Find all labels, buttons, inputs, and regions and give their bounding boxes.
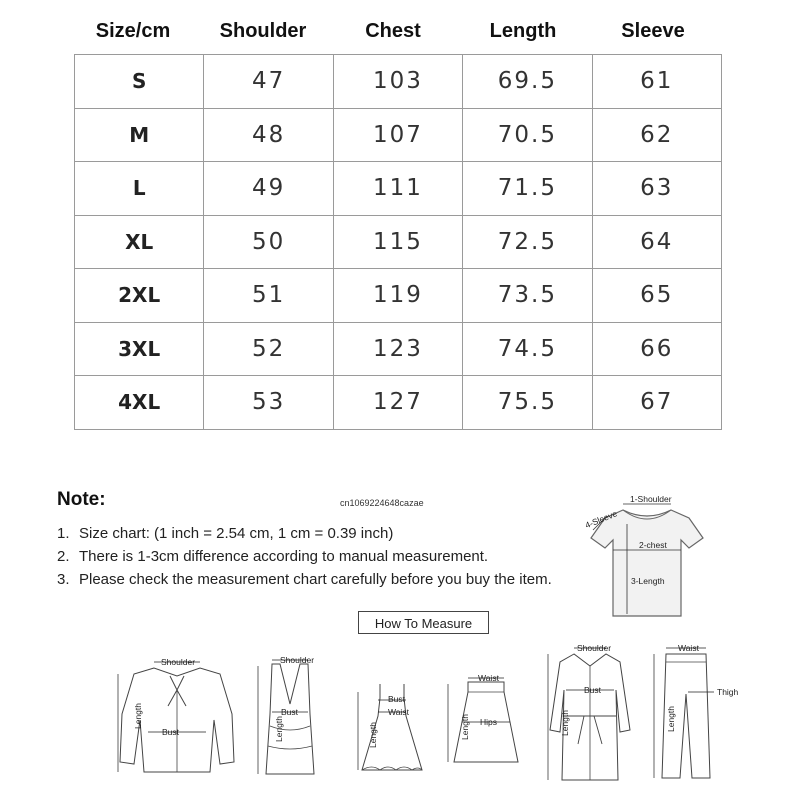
trousers-length-label: Length — [666, 706, 676, 732]
size-row — [75, 376, 722, 430]
size-cell: XL — [75, 215, 204, 269]
size-table — [74, 54, 722, 430]
measure-cell: 123 — [333, 322, 462, 376]
size-row — [75, 55, 722, 109]
size-cell: L — [75, 162, 204, 216]
tee-sleeve-label: 4-Sleeve — [583, 508, 619, 531]
size-table-header — [74, 14, 722, 48]
blouse-bust-label: Bust — [162, 727, 180, 737]
size-cell: 3XL — [75, 322, 204, 376]
measure-cell: 49 — [204, 162, 333, 216]
trousers-thigh-label: Thigh — [717, 687, 739, 697]
dress-length-label: Length — [368, 722, 378, 748]
note-item — [57, 568, 552, 591]
measure-cell: 119 — [333, 269, 462, 323]
blouse-length-label: Length — [133, 703, 143, 729]
camisole-shoulder-label: Shoulder — [280, 655, 315, 665]
note-title: Note: — [57, 489, 106, 510]
tee-shoulder-label: 1-Shoulder — [630, 494, 672, 504]
measure-cell: 111 — [333, 162, 462, 216]
header-shoulder: Shoulder — [219, 20, 307, 42]
coat-bust-label: Bust — [584, 685, 602, 695]
measure-cell: 50 — [204, 215, 333, 269]
skirt-diagram — [440, 672, 530, 774]
measure-cell: 64 — [592, 215, 721, 269]
measure-cell: 72.5 — [463, 215, 592, 269]
measure-cell: 74.5 — [463, 322, 592, 376]
size-cell: 2XL — [75, 269, 204, 323]
camisole-diagram — [250, 654, 330, 780]
note-text: There is 1-3cm difference according to manual measurement. — [79, 548, 489, 565]
measure-cell: 51 — [204, 269, 333, 323]
note-item — [57, 545, 552, 568]
size-cell: 4XL — [75, 376, 204, 430]
measure-cell: 115 — [333, 215, 462, 269]
measure-cell: 69.5 — [463, 55, 592, 109]
trousers-diagram — [640, 638, 750, 786]
measure-cell: 61 — [592, 55, 721, 109]
measure-cell: 127 — [333, 376, 462, 430]
measure-cell: 63 — [592, 162, 721, 216]
tshirt-diagram — [583, 488, 708, 623]
size-row — [75, 215, 722, 269]
blouse-shoulder-label: Shoulder — [161, 657, 196, 667]
dress-bust-label: Bust — [388, 694, 406, 704]
measure-cell: 75.5 — [463, 376, 592, 430]
skirt-length-label: Length — [460, 714, 470, 740]
coat-length-label: Length — [560, 710, 570, 736]
note-number: 1. — [57, 525, 70, 542]
size-row — [75, 162, 722, 216]
measure-cell: 107 — [333, 108, 462, 162]
tee-length-label: 3-Length — [631, 576, 665, 586]
header-sleeve: Sleeve — [621, 20, 685, 42]
trousers-waist-label: Waist — [678, 643, 699, 653]
note-text: Please check the measurement chart carefully before you buy the item. — [79, 571, 552, 588]
skirt-waist-label: Waist — [478, 673, 499, 683]
note-item — [57, 522, 552, 545]
coat-diagram — [540, 640, 640, 786]
note-number: 2. — [57, 548, 70, 565]
skirt-hips-label: Hips — [480, 717, 498, 727]
measure-cell: 47 — [204, 55, 333, 109]
header-size: Size/cm — [95, 20, 171, 42]
size-row — [75, 108, 722, 162]
measure-cell: 71.5 — [463, 162, 592, 216]
measure-cell: 103 — [333, 55, 462, 109]
note-list — [57, 522, 552, 591]
camisole-bust-label: Bust — [281, 707, 299, 717]
header-chest: Chest — [365, 20, 421, 42]
dress-waist-label: Waist — [388, 707, 409, 717]
coat-shoulder-label: Shoulder — [577, 643, 612, 653]
measure-cell: 73.5 — [463, 269, 592, 323]
size-cell: M — [75, 108, 204, 162]
product-code: cn1069224648cazae — [340, 498, 424, 508]
measure-cell: 48 — [204, 108, 333, 162]
measure-cell: 65 — [592, 269, 721, 323]
note-number: 3. — [57, 571, 70, 588]
size-cell: S — [75, 55, 204, 109]
note-text: Size chart: (1 inch = 2.54 cm, 1 cm = 0.39 inch) — [79, 525, 394, 542]
dress-diagram — [352, 680, 432, 780]
measure-cell: 52 — [204, 322, 333, 376]
tee-chest-label: 2-chest — [639, 540, 667, 550]
measure-cell: 53 — [204, 376, 333, 430]
header-length: Length — [489, 20, 557, 42]
measure-cell: 62 — [592, 108, 721, 162]
size-row — [75, 269, 722, 323]
size-row — [75, 322, 722, 376]
measure-cell: 70.5 — [463, 108, 592, 162]
measure-cell: 66 — [592, 322, 721, 376]
how-to-measure-label: How To Measure — [358, 611, 489, 634]
blouse-diagram — [112, 654, 242, 782]
measure-cell: 67 — [592, 376, 721, 430]
camisole-length-label: Length — [274, 716, 284, 742]
